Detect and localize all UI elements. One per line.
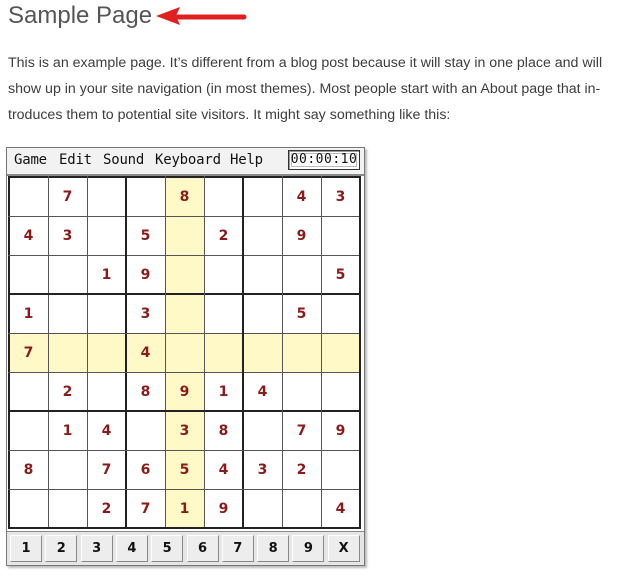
sudoku-cell[interactable]	[48, 333, 87, 372]
grid-line	[165, 176, 166, 529]
sudoku-cell[interactable]	[321, 216, 360, 255]
sudoku-cell[interactable]	[321, 294, 360, 333]
menu-game[interactable]: Game	[14, 152, 47, 168]
number-button-bar	[7, 531, 364, 565]
sudoku-cell[interactable]: 1	[62, 422, 73, 439]
sudoku-cell[interactable]: 3	[62, 227, 73, 244]
sudoku-cell[interactable]	[243, 411, 282, 450]
sudoku-cell[interactable]	[321, 333, 360, 372]
sudoku-cell[interactable]: 7	[140, 500, 151, 517]
number-button-3[interactable]: 3	[81, 535, 113, 562]
sudoku-cell[interactable]	[282, 372, 321, 411]
sudoku-cell[interactable]	[243, 333, 282, 372]
sudoku-cell[interactable]: 4	[23, 227, 34, 244]
grid-line	[8, 293, 361, 295]
sudoku-cell[interactable]	[87, 294, 126, 333]
sudoku-cell[interactable]	[9, 372, 48, 411]
sudoku-cell[interactable]	[9, 177, 48, 216]
sudoku-cell[interactable]: 6	[140, 461, 151, 478]
grid-line	[282, 176, 283, 529]
intro-line: This is an example page. It’s different from a blog post because it will stay in one place and will	[8, 55, 603, 71]
number-button-2[interactable]: 2	[45, 535, 77, 562]
sudoku-cell[interactable]	[282, 255, 321, 294]
sudoku-cell[interactable]	[48, 294, 87, 333]
sudoku-cell[interactable]: 4	[257, 383, 268, 400]
sudoku-cell[interactable]	[282, 489, 321, 528]
sudoku-cell[interactable]: 5	[296, 305, 307, 322]
grid-line	[48, 176, 49, 529]
number-button-9[interactable]: 9	[292, 535, 324, 562]
sudoku-cell[interactable]	[204, 294, 243, 333]
sudoku-cell[interactable]	[243, 216, 282, 255]
game-timer	[288, 150, 360, 170]
grid-line	[125, 176, 127, 529]
intro-line: show up in your site navigation (in most themes). Most people start with an About page that in-	[8, 81, 601, 97]
sudoku-cell[interactable]: 2	[218, 227, 229, 244]
sudoku-cell[interactable]	[48, 450, 87, 489]
sudoku-cell[interactable]: 5	[335, 266, 346, 283]
sudoku-cell[interactable]: 7	[296, 422, 307, 439]
sudoku-cell[interactable]	[165, 333, 204, 372]
sudoku-cell[interactable]	[243, 489, 282, 528]
grid-line	[87, 176, 88, 529]
sudoku-cell[interactable]	[243, 177, 282, 216]
sudoku-cell[interactable]	[243, 294, 282, 333]
menu-help[interactable]: Help	[230, 152, 263, 168]
sudoku-cell[interactable]: 5	[165, 450, 204, 489]
timer-value: 00:00:10	[290, 152, 358, 167]
grid-line	[8, 527, 361, 529]
sudoku-cell[interactable]: 5	[140, 227, 151, 244]
sudoku-cell[interactable]: 9	[335, 422, 346, 439]
sudoku-cell[interactable]	[165, 294, 204, 333]
game-menubar	[7, 148, 364, 176]
sudoku-cell[interactable]: 9	[296, 227, 307, 244]
menu-edit[interactable]: Edit	[59, 152, 92, 168]
sudoku-cell[interactable]	[87, 216, 126, 255]
intro-line: troduces them to potential site visitors. It might say something like this:	[8, 107, 451, 123]
grid-line	[8, 489, 361, 490]
sudoku-cell[interactable]	[165, 255, 204, 294]
sudoku-cell[interactable]: 8	[165, 177, 204, 216]
sudoku-cell[interactable]: 8	[23, 461, 34, 478]
sudoku-cell[interactable]	[243, 255, 282, 294]
number-button-7[interactable]: 7	[222, 535, 254, 562]
sudoku-cell[interactable]: 2	[296, 461, 307, 478]
sudoku-cell[interactable]	[48, 255, 87, 294]
sudoku-cell[interactable]: 9	[140, 266, 151, 283]
number-button-4[interactable]: 4	[116, 535, 148, 562]
number-button-1[interactable]: 1	[10, 535, 42, 562]
number-button-6[interactable]: 6	[187, 535, 219, 562]
number-button-5[interactable]: 5	[151, 535, 183, 562]
sudoku-cell[interactable]: 4	[335, 500, 346, 517]
sudoku-cell[interactable]	[126, 411, 165, 450]
grid-line	[8, 176, 361, 178]
red-arrow-icon	[152, 4, 252, 28]
sudoku-cell[interactable]: 4	[218, 461, 229, 478]
sudoku-cell[interactable]: 1	[23, 305, 34, 322]
sudoku-game	[6, 147, 365, 566]
menu-keyboard[interactable]: Keyboard	[155, 152, 221, 168]
sudoku-cell[interactable]	[87, 177, 126, 216]
sudoku-cell[interactable]: 8	[218, 422, 229, 439]
sudoku-cell[interactable]: 7	[9, 333, 48, 372]
sudoku-cell[interactable]	[9, 489, 48, 528]
page-title: Sample Page	[8, 2, 153, 29]
sudoku-cell[interactable]: 8	[140, 383, 151, 400]
sudoku-cell[interactable]: 9	[218, 500, 229, 517]
sudoku-cell[interactable]: 2	[101, 500, 112, 517]
sudoku-cell[interactable]	[9, 411, 48, 450]
intro-paragraph	[8, 50, 626, 128]
clear-button[interactable]: X	[328, 535, 360, 562]
sudoku-cell[interactable]: 3	[257, 461, 268, 478]
sudoku-cell[interactable]	[204, 177, 243, 216]
sudoku-cell[interactable]	[48, 489, 87, 528]
sudoku-cell[interactable]	[165, 216, 204, 255]
sudoku-cell[interactable]	[126, 177, 165, 216]
grid-line	[321, 176, 322, 529]
grid-line	[8, 372, 361, 373]
grid-line	[8, 255, 361, 256]
sudoku-cell[interactable]: 4	[101, 422, 112, 439]
sudoku-cell[interactable]	[204, 333, 243, 372]
sudoku-cell[interactable]: 3	[165, 411, 204, 450]
sudoku-grid	[8, 176, 362, 530]
grid-line	[8, 450, 361, 451]
grid-line	[8, 410, 361, 412]
grid-line	[242, 176, 244, 529]
sudoku-cell[interactable]	[321, 372, 360, 411]
sudoku-cell[interactable]: 7	[62, 188, 73, 205]
sudoku-cell[interactable]: 7	[101, 461, 112, 478]
sudoku-cell[interactable]: 1	[101, 266, 112, 283]
sudoku-cell[interactable]: 3	[335, 188, 346, 205]
grid-line	[8, 216, 361, 217]
sudoku-cell[interactable]: 9	[165, 372, 204, 411]
sudoku-cell[interactable]	[87, 372, 126, 411]
sudoku-cell[interactable]	[321, 450, 360, 489]
sudoku-cell[interactable]	[282, 333, 321, 372]
sudoku-cell[interactable]: 3	[140, 305, 151, 322]
sudoku-cell[interactable]: 2	[62, 383, 73, 400]
grid-line	[8, 333, 361, 334]
sudoku-cell[interactable]: 4	[296, 188, 307, 205]
grid-line	[204, 176, 205, 529]
number-button-8[interactable]: 8	[257, 535, 289, 562]
grid-line	[359, 176, 361, 529]
sudoku-cell[interactable]: 1	[165, 489, 204, 528]
menu-sound[interactable]: Sound	[103, 152, 145, 168]
grid-line	[8, 176, 10, 529]
sudoku-cell[interactable]	[204, 255, 243, 294]
sudoku-cell[interactable]: 4	[126, 333, 165, 372]
sudoku-cell[interactable]	[87, 333, 126, 372]
sudoku-cell[interactable]	[9, 255, 48, 294]
sudoku-cell[interactable]: 1	[218, 383, 229, 400]
